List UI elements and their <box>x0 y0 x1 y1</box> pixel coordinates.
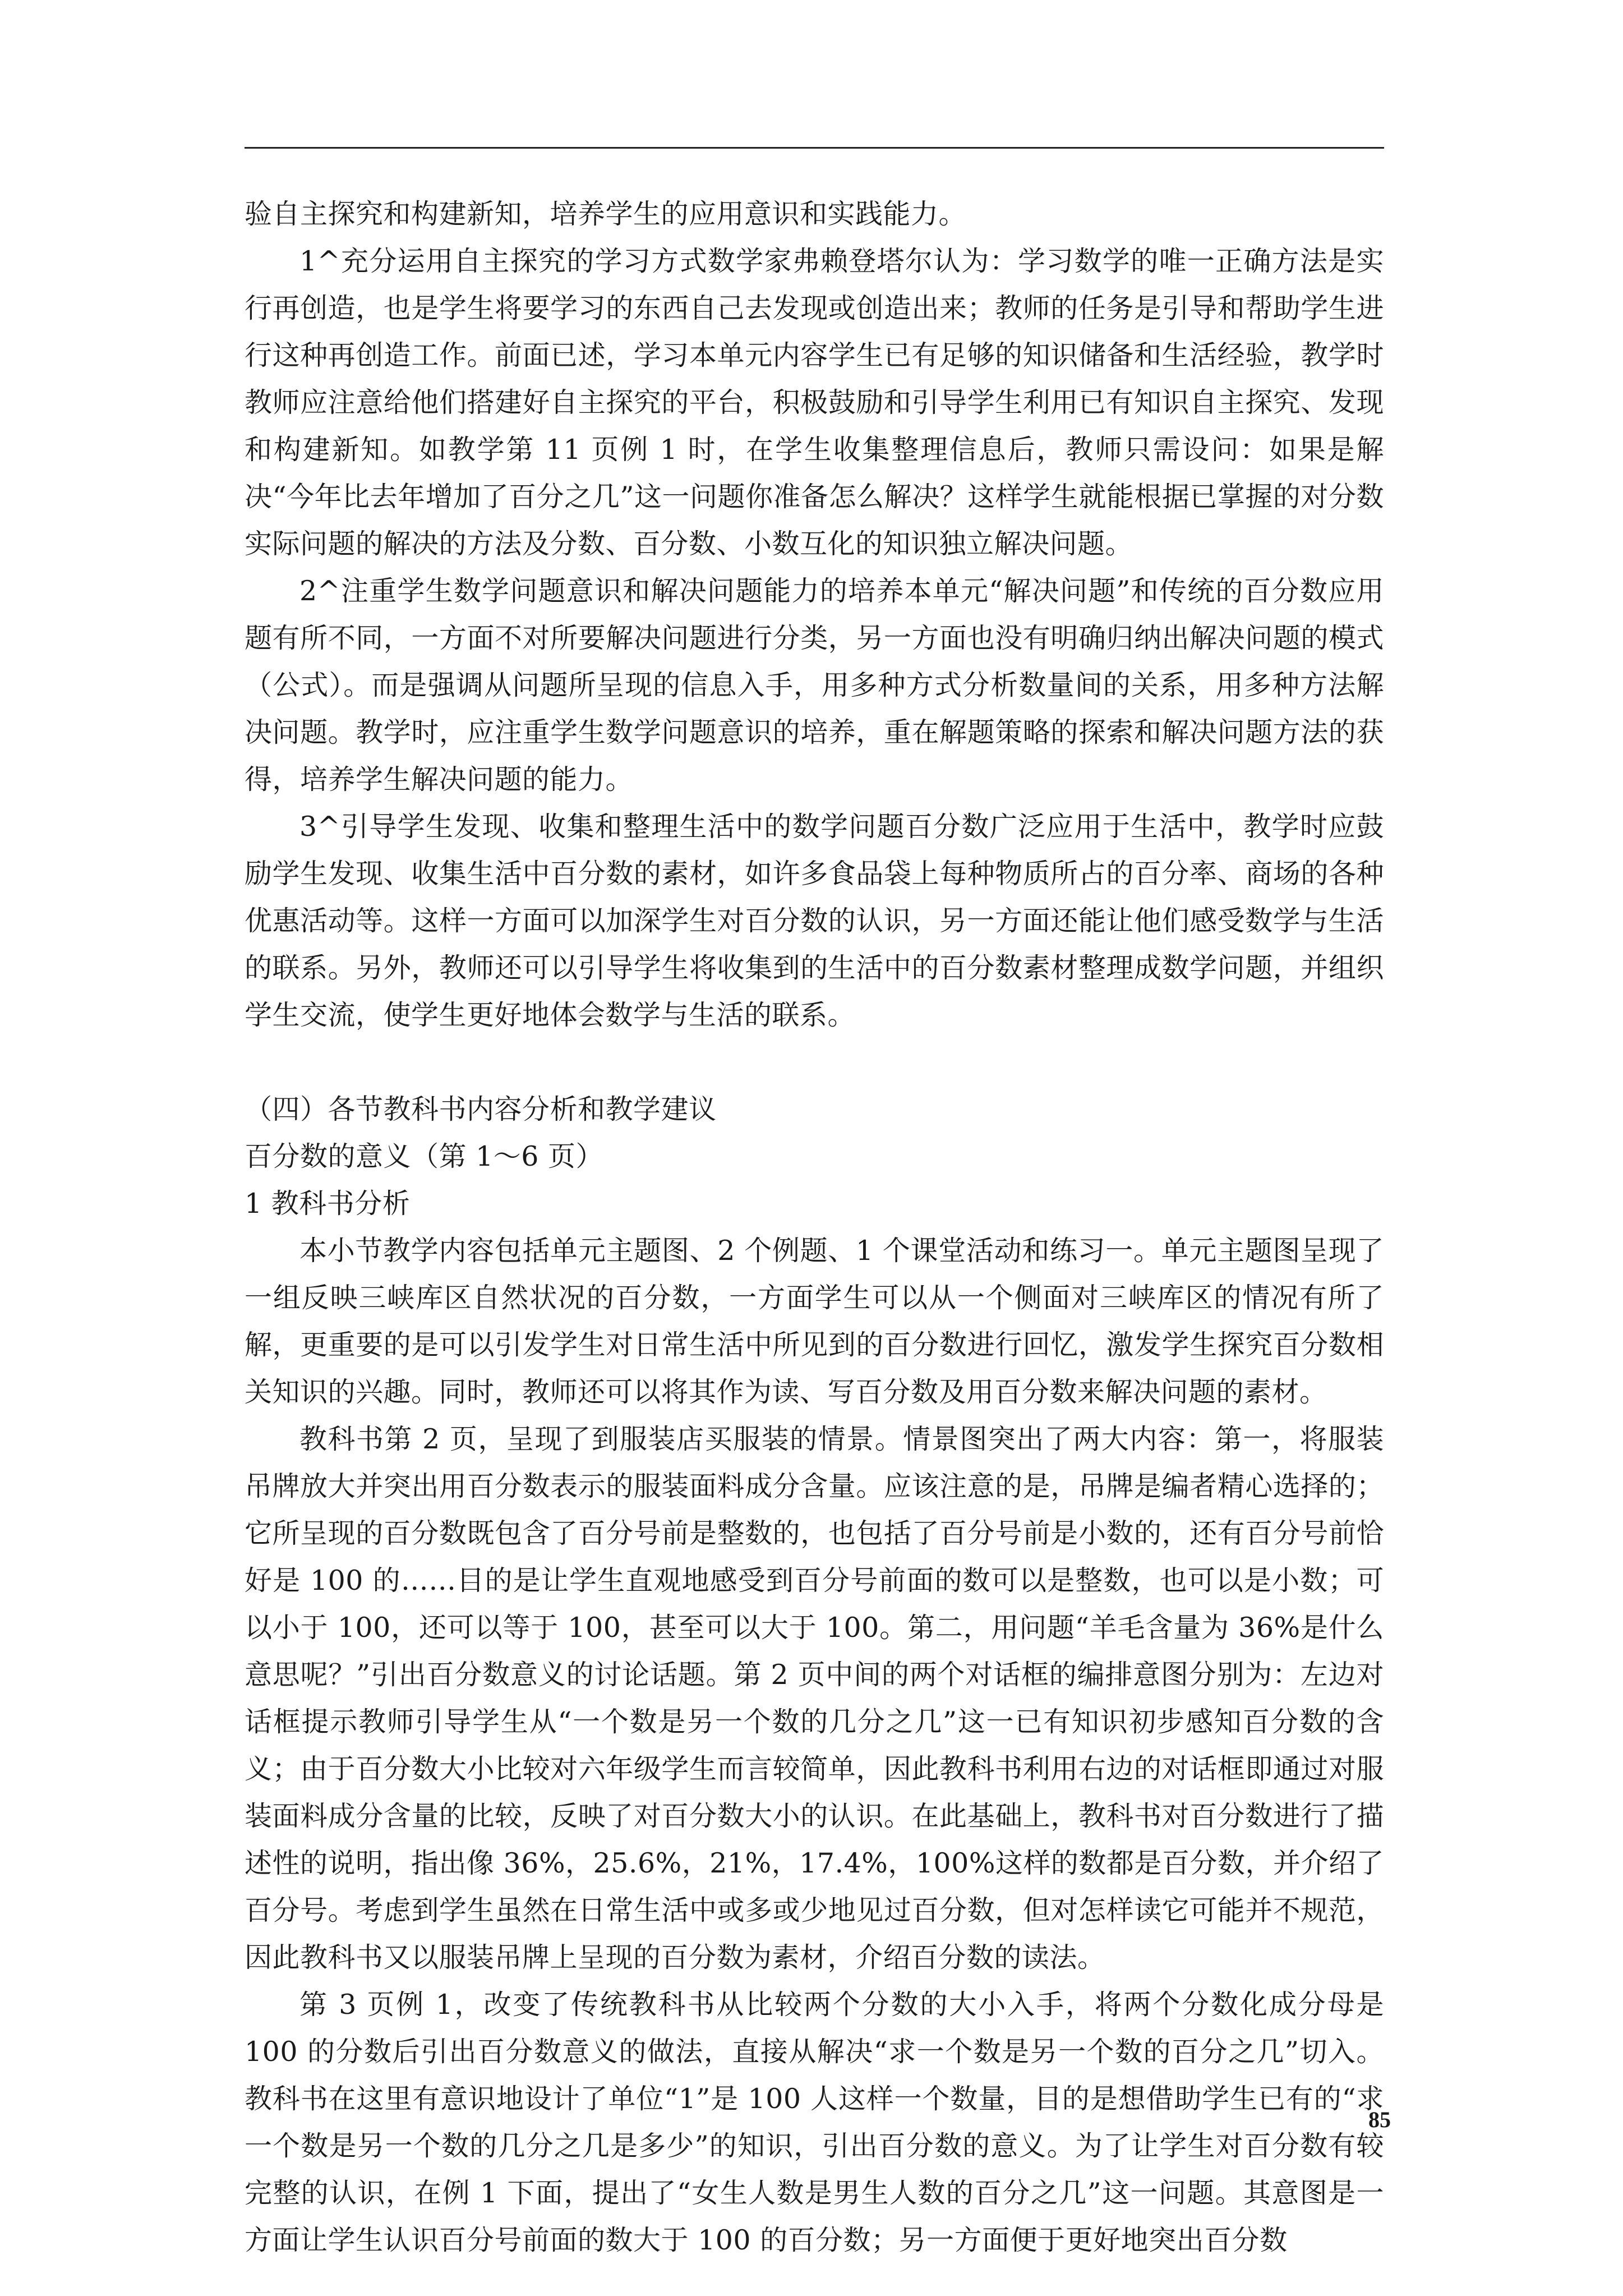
paragraph-continuation: 验自主探究和构建新知，培养学生的应用意识和实践能力。 <box>245 198 967 230</box>
paragraph-point-2: 2^注重学生数学问题意识和解决问题能力的培养本单元“解决问题”和传统的百分数应用题有所不同，一方面不对所要解决问题进行分类，另一方面也没有明确归纳出解决问题的模式（公式）。而是强调从问题所呈现的信息入手，用多种方式分析数量间的关系，用多种方法解决问题。教学时，应注重学生数学问题意识的培养，重在解题策略的探索和解决问题方法的获得，培养学生解决问题的能力。 <box>245 575 1384 795</box>
page-number: 85 <box>1368 2107 1391 2132</box>
paragraph-point-1: 1^充分运用自主探究的学习方式数学家弗赖登塔尔认为：学习数学的唯一正确方法是实行再创造，也是学生将要学习的东西自己去发现或创造出来；教师的任务是引导和帮助学生进行这种再创造工作。前面已述，学习本单元内容学生已有足够的知识储备和生活经验，教学时教师应注意给他们搭建好自主探究的平台，积极鼓励和引导学生利用已有知识自主探究、发现和构建新知。如教学第 11 页例 1 时，在学生收集整理信息后，教师只需设问：如果是解决“今年比去年增加了百分之几”这一问题你准备怎么解决？这样学生就能根据已掌握的对分数实际问题的解决的方法及分数、百分数、小数互化的知识独立解决问题。 <box>245 245 1384 560</box>
section-heading: （四）各节教科书内容分析和教学建议 <box>245 1093 717 1125</box>
section-gap <box>245 1039 1384 1086</box>
subsection-heading: 百分数的意义（第 1～6 页） <box>245 1140 604 1172</box>
subsubsection-heading: 1 教科书分析 <box>245 1188 411 1220</box>
body-text <box>245 191 1384 2264</box>
paragraph-page-2: 教科书第 2 页，呈现了到服装店买服装的情景。情景图突出了两大内容：第一，将服装吊牌放大并突出用百分数表示的服装面料成分含量。应该注意的是，吊牌是编者精心选择的；它所呈现的百分数既包含了百分号前是整数的，也包括了百分号前是小数的，还有百分号前恰好是 100 的……目的是让学生直观地感受到百分号前面的数可以是整数，也可以是小数；可以小于 100，还可以等于 100，甚至可以大于 100。第二，用问题“羊毛含量为 36%是什么意思呢？”引出百分数意义的讨论话题。第 2 页中间的两个对话框的编排意图分别为：左边对话框提示教师引导学生从“一个数是另一个数的几分之几”这一已有知识初步感知百分数的含义；由于百分数大小比较对六年级学生而言较简单，因此教科书利用右边的对话框即通过对服装面料成分含量的比较，反映了对百分数大小的认识。在此基础上，教科书对百分数进行了描述性的说明，指出像 36%，25.6%，21%，17.4%，100%这样的数都是百分数，并介绍了百分号。考虑到学生虽然在日常生活中或多或少地见过百分数，但对怎样读它可能并不规范，因此教科书又以服装吊牌上呈现的百分数为素材，介绍百分数的读法。 <box>245 1423 1384 1973</box>
header-rule <box>245 147 1384 149</box>
paragraph-example-1: 第 3 页例 1，改变了传统教科书从比较两个分数的大小入手，将两个分数化成分母是 100 的分数后引出百分数意义的做法，直接从解决“求一个数是另一个数的百分之几”切入。教科书在这里有意识地设计了单位“1”是 100 人这样一个数量，目的是想借助学生已有的“求一个数是另一个数的几分之几是多少”的知识，引出百分数的意义。为了让学生对百分数有较完整的认识，在例 1 下面，提出了“女生人数是男生人数的百分之几”这一问题。其意图是一方面让学生认识百分号前面的数大于 100 的百分数；另一方面便于更好地突出百分数 <box>245 1989 1384 2256</box>
paragraph-point-3: 3^引导学生发现、收集和整理生活中的数学问题百分数广泛应用于生活中，教学时应鼓励学生发现、收集生活中百分数的素材，如许多食品袋上每种物质所占的百分率、商场的各种优惠活动等。这样一方面可以加深学生对百分数的认识，另一方面还能让他们感受数学与生活的联系。另外，教师还可以引导学生将收集到的生活中的百分数素材整理成数学问题，并组织学生交流，使学生更好地体会数学与生活的联系。 <box>245 811 1384 1031</box>
paragraph-overview: 本小节教学内容包括单元主题图、2 个例题、1 个课堂活动和练习一。单元主题图呈现了一组反映三峡库区自然状况的百分数，一方面学生可以从一个侧面对三峡库区的情况有所了解，更重要的是可以引发学生对日常生活中所见到的百分数进行回忆，激发学生探究百分数相关知识的兴趣。同时，教师还可以将其作为读、写百分数及用百分数来解决问题的素材。 <box>245 1235 1384 1408</box>
